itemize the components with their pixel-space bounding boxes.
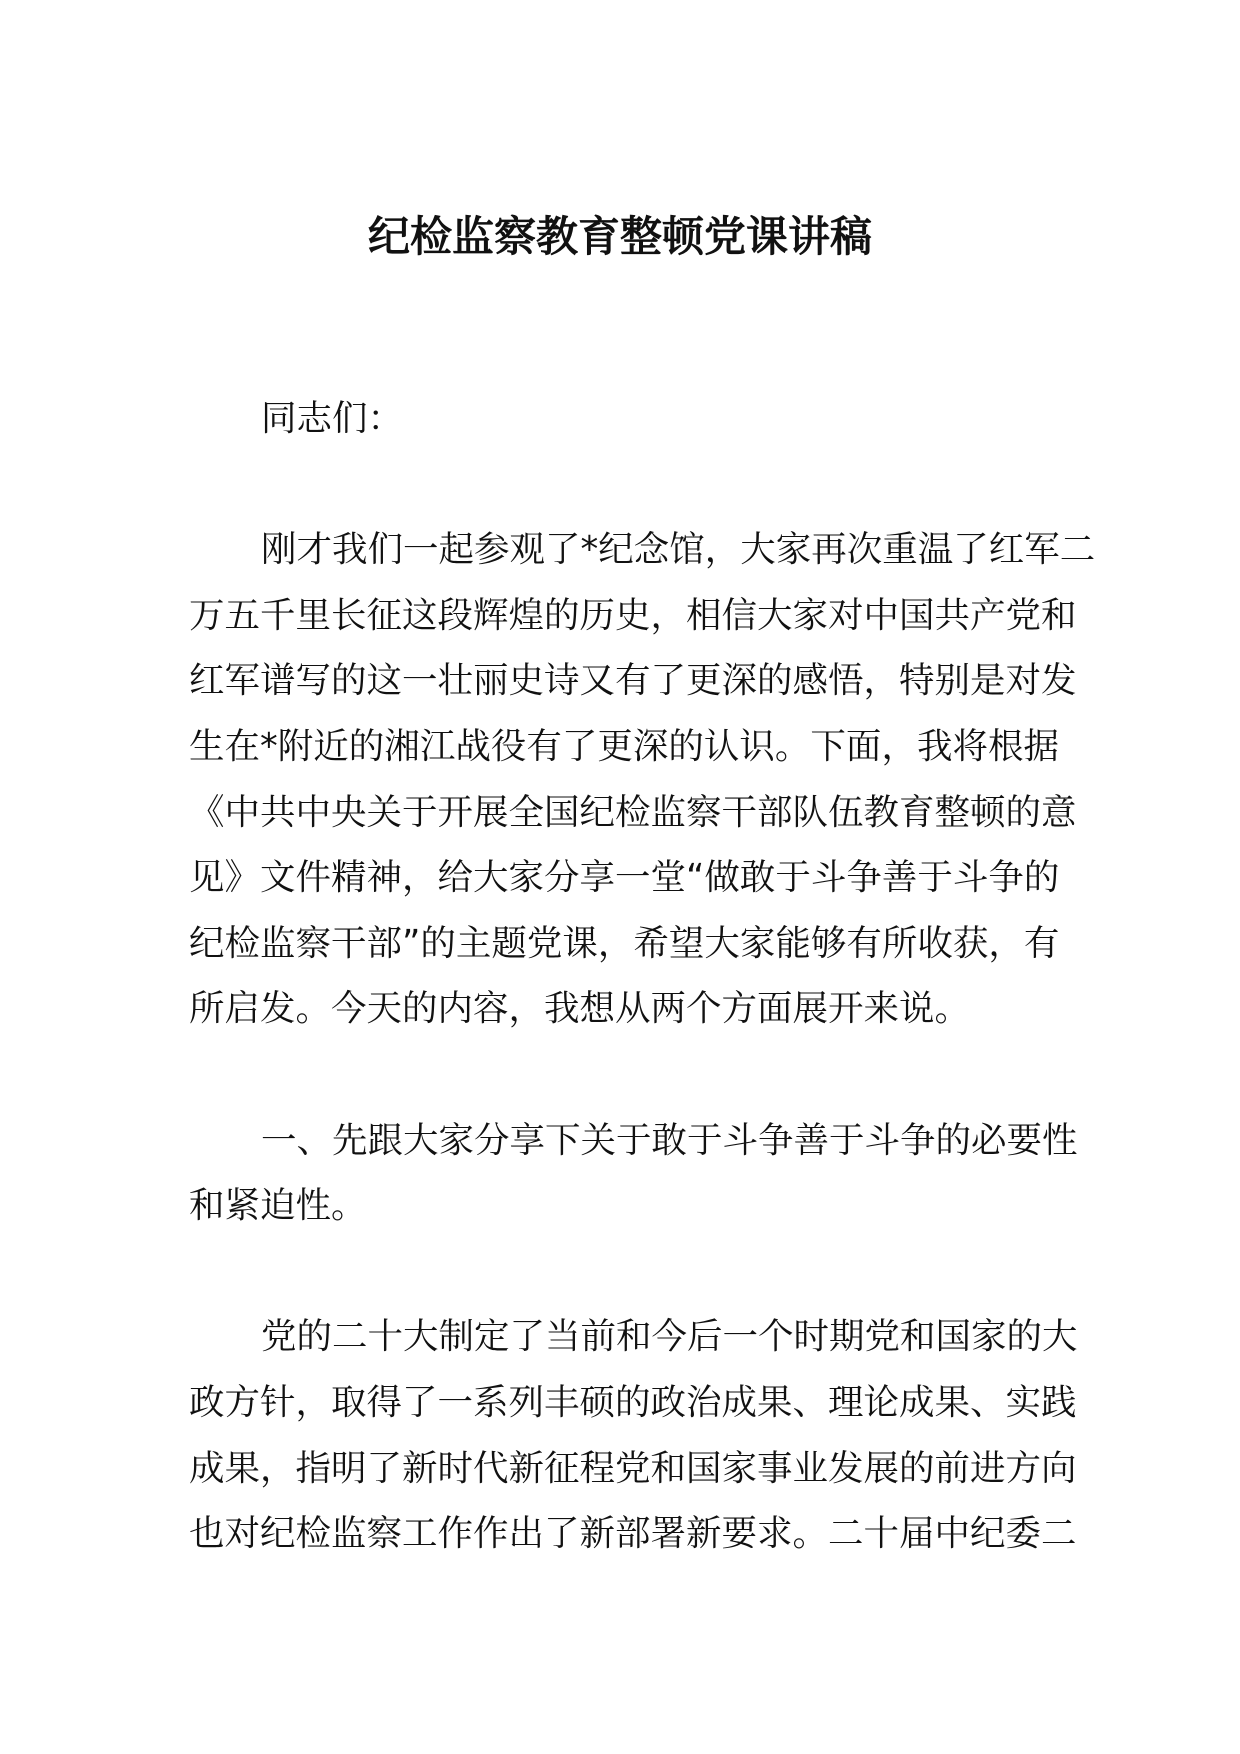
paragraph-line: 政方针，取得了一系列丰硕的政治成果、理论成果、实践 (189, 1381, 1077, 1423)
paragraph-line: 万五千里长征这段辉煌的历史，相信大家对中国共产党和 (189, 594, 1077, 636)
salutation: 同志们： (261, 398, 404, 439)
heading-line: 一、先跟大家分享下关于敢于斗争善于斗争的必要性 (261, 1119, 1078, 1161)
paragraph-line: 党的二十大制定了当前和今后一个时期党和国家的大 (261, 1316, 1078, 1358)
paragraph-line: 成果，指明了新时代新征程党和国家事业发展的前进方向 (189, 1447, 1077, 1489)
paragraph-line: 见》文件精神，给大家分享一堂“做敢于斗争善于斗争的 (189, 857, 1060, 899)
paragraph-line: 也对纪检监察工作作出了新部署新要求。二十届中纪委二 (189, 1513, 1077, 1555)
paragraph-line: 纪检监察干部”的主题党课，希望大家能够有所收获，有 (189, 922, 1060, 964)
paragraph-spacer (189, 1239, 1059, 1305)
paragraph-line: 生在*附近的湘江战役有了更深的认识。下面，我将根据 (189, 725, 1059, 767)
paragraph-spacer (189, 1042, 1059, 1108)
heading-line: 和紧迫性。 (189, 1185, 367, 1227)
paragraph-line: 《中共中央关于开展全国纪检监察干部队伍教育整顿的意 (189, 791, 1077, 833)
paragraph-line: 红军谱写的这一壮丽史诗又有了更深的感悟，特别是对发 (189, 660, 1077, 702)
paragraph-line: 所启发。今天的内容，我想从两个方面展开来说。 (189, 988, 971, 1030)
paragraph-spacer (189, 452, 1059, 518)
section-heading-1 (189, 1108, 1078, 1239)
paragraph-intro (189, 517, 1096, 1042)
paragraph-congress (189, 1304, 1078, 1566)
document-title: 纪检监察教育整顿党课讲稿 (367, 212, 872, 261)
document-body (189, 386, 1096, 1567)
paragraph-line: 刚才我们一起参观了*纪念馆，大家再次重温了红军二 (261, 529, 1096, 571)
